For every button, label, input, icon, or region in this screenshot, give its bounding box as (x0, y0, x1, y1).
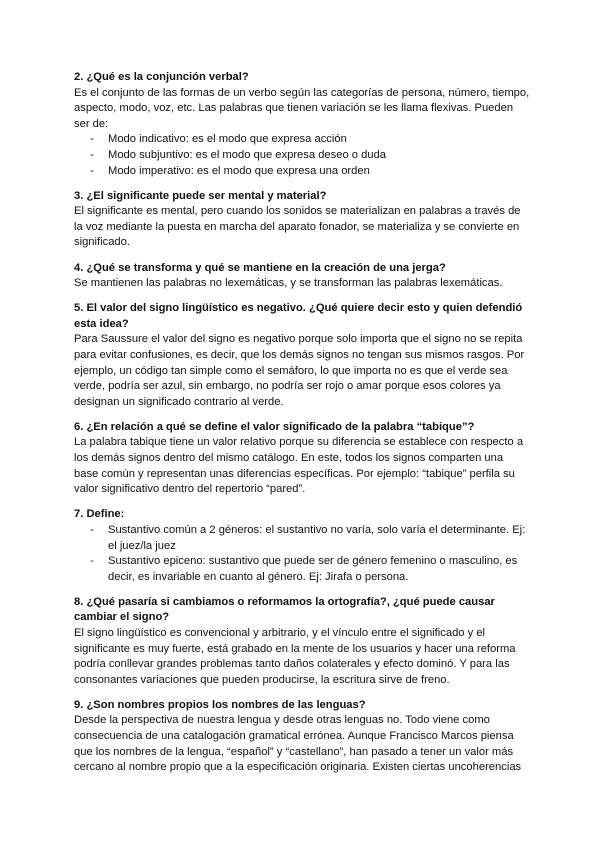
answer-paragraph: Para Saussure el valor del signo es negativo porque solo importa que el signo no se repita para evitar confusiones, es decir, que los demás signos no tengan sus mismos rasgos. Por ejemplo, un código tan simple como el semáforo, lo que importa no es que el verde sea verde, podría ser azul, sin embargo, no podría ser rojo o amar porque esos colores ya designan un significado contrario al verde. (74, 333, 525, 408)
list-item (74, 164, 530, 180)
question-heading: 5. El valor del signo lingüístico es negativo. ¿Qué quiere decir esto y quien defendió esta idea? (74, 302, 523, 330)
list-item (74, 523, 530, 554)
qa-section (74, 507, 530, 585)
dash-bullet: - (90, 555, 94, 568)
answer-paragraph: El significante es mental, pero cuando los sonidos se materializan en palabras a través de la voz mediante la puesta en marcha del aparato fonador, se materializa y se convierte en significado. (74, 205, 521, 249)
question-heading: 7. Define: (74, 508, 125, 521)
dash-bullet: - (90, 148, 94, 161)
qa-section (74, 595, 530, 689)
question-heading: 6. ¿En relación a qué se define el valor significado de la palabra “tabique”? (74, 420, 475, 433)
list-item-text: Modo indicativo: es el modo que expresa acción (108, 133, 347, 146)
question-heading: 9. ¿Son nombres propios los nombres de las lenguas? (74, 698, 366, 711)
dash-bullet: - (90, 164, 94, 177)
bullet-list (74, 132, 530, 179)
qa-section (74, 189, 530, 251)
list-item-text: Sustantivo común a 2 géneros: el sustantivo no varía, solo varía el determinante. Ej: el juez/la juez (108, 523, 526, 552)
answer-paragraph: Desde la perspectiva de nuestra lengua y desde otras lenguas no. Todo viene como consecuencia de una catalogación gramatical errónea. Aunque Francisco Marcos piensa que los nombres de la lengua, “español” y “castellano”, han pasado a tener un valor más cercano al nombre propio que a la especificación originaria. Existen ciertas uncoherencias (74, 714, 522, 774)
bullet-list (74, 523, 530, 585)
qa-section (74, 301, 530, 410)
question-heading: 2. ¿Qué es la conjunción verbal? (74, 71, 249, 83)
answer-paragraph: La palabra tabique tiene un valor relativo porque su diferencia se establece con respecto a los demás signos dentro del mismo catálogo. En este, todos los signos comparten una base común y representan unas diferencias específicas. Por ejemplo: “tabique” perfila su valor significativo dentro del repertorio “pared”. (74, 436, 524, 496)
answer-paragraph: Se mantienen las palabras no lexemáticas, y se transforman las palabras lexemáticas. (74, 277, 503, 290)
question-heading: 8. ¿Qué pasaría si cambiamos o reformamos la ortografía?, ¿qué puede causar cambiar el signo? (74, 595, 495, 624)
qa-section (74, 698, 530, 776)
question-heading: 4. ¿Qué se transforma y qué se mantiene en la creación de una jerga? (74, 261, 446, 274)
answer-paragraph: El signo lingüístico es convencional y arbitrario, y el vínculo entre el significado y el significante es muy fuerte, está grabado en la mente de los usuarios y hacer una reforma podría conllevar grandes problemas tanto daños colaterales y efecto dominó. Y para las consonantes variaciones que pueden producirse, la escritura sirve de freno. (74, 627, 516, 686)
list-item-text: Modo imperativo: es el modo que expresa una orden (108, 164, 370, 177)
list-item (74, 148, 530, 164)
answer-paragraph: Es el conjunto de las formas de un verbo según las categorías de persona, número, tiempo, aspecto, modo, voz, etc. Las palabras que tienen variación se les llama flexivas. Pueden ser de: (74, 86, 530, 130)
list-item (74, 554, 530, 585)
list-item (74, 132, 530, 148)
question-heading: 3. ¿El significante puede ser mental y material? (74, 189, 327, 202)
dash-bullet: - (90, 523, 94, 536)
list-item-text: Sustantivo epiceno: sustantivo que puede ser de género femenino o masculino, es decir, es invariable en cuanto al género. Ej: Jirafa o persona. (108, 555, 518, 583)
list-item-text: Modo subjuntivo: es el modo que expresa deseo o duda (108, 148, 387, 161)
dash-bullet: - (90, 133, 94, 146)
qa-section (74, 70, 530, 179)
qa-section (74, 420, 530, 498)
qa-section (74, 261, 530, 292)
